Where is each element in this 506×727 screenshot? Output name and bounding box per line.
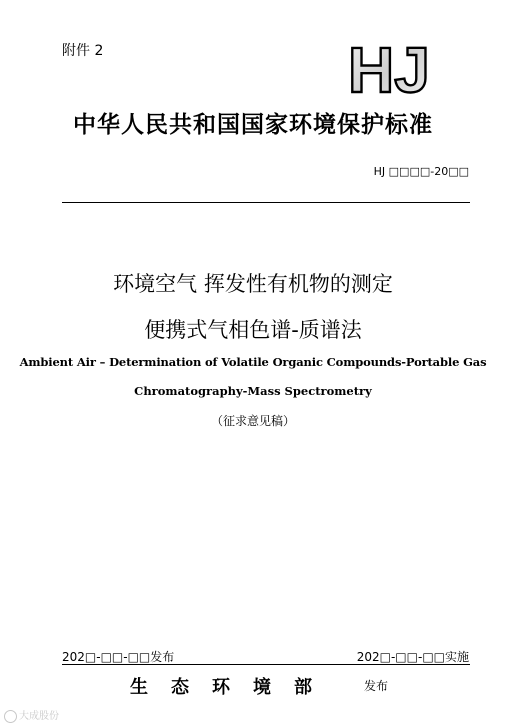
title-cn-line1: 环境空气 挥发性有机物的测定	[113, 272, 393, 296]
title-en-line1: Ambient Air – Determination of Volatile Organic Compounds-Portable Gas	[19, 355, 487, 369]
hj-logo	[345, 36, 460, 100]
watermark-icon	[4, 710, 17, 723]
draft-note: （征求意见稿）	[210, 414, 295, 428]
title-cn-line2: 便携式气相色谱-质谱法	[144, 318, 362, 342]
issue-date: 202□-□□-□□发布	[62, 650, 175, 664]
issuer-name: 生态环境部	[130, 677, 335, 698]
attachment-label: 附件 2	[62, 43, 104, 59]
top-divider	[62, 202, 470, 203]
issue-word: 发布	[364, 679, 389, 693]
implement-date: 202□-□□-□□实施	[356, 650, 469, 664]
watermark-text: 大成股份	[19, 711, 59, 722]
standard-code: HJ □□□□-20□□	[373, 165, 469, 178]
bottom-divider	[62, 664, 470, 665]
title-en-line2: Chromatography-Mass Spectrometry	[134, 384, 372, 398]
watermark	[4, 707, 59, 723]
logo-text: HJ	[348, 36, 430, 100]
standard-title: 中华人民共和国国家环境保护标准	[73, 112, 433, 138]
